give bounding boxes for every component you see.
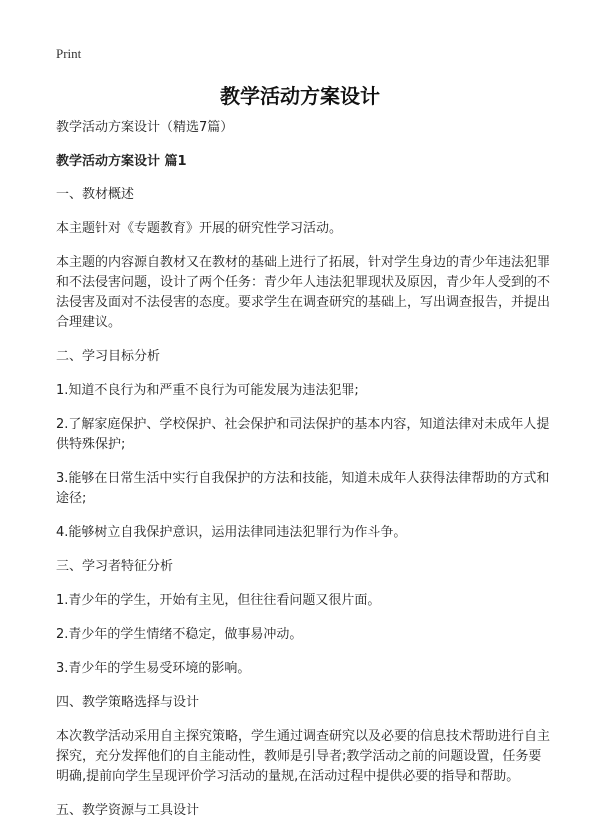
print-link[interactable]: Print <box>56 46 82 61</box>
list-item: 3.能够在日常生活中实行自我保护的方法和技能，知道未成年人获得法律帮助的方式和途径; <box>56 471 550 506</box>
list-item: 2.青少年的学生情绪不稳定，做事易冲动。 <box>56 627 303 642</box>
list-item: 3.青少年的学生易受环境的影响。 <box>56 661 251 676</box>
list-item: 2.了解家庭保护、学校保护、社会保护和司法保护的基本内容，知道法律对未成年人提供特殊保护; <box>56 417 550 452</box>
section-heading: 四、教学策略选择与设计 <box>56 695 200 710</box>
list-item: 4.能够树立自我保护意识，运用法律同违法犯罪行为作斗争。 <box>56 525 407 540</box>
paragraph: 本主题针对《专题教育》开展的研究性学习活动。 <box>56 221 343 236</box>
document-body <box>56 118 550 828</box>
section-heading: 三、学习者特征分析 <box>56 559 174 574</box>
paragraph: 本主题的内容源自教材又在教材的基础上进行了拓展，针对学生身边的青少年违法犯罪和不法侵害问题，设计了两个任务：青少年人违法犯罪现状及原因，青少年人受到的不法侵害及面对不法侵害的态度。要求学生在调查研究的基础上，写出调查报告，并提出合理建议。 <box>56 255 551 330</box>
section-title: 教学活动方案设计 篇1 <box>56 154 187 169</box>
section-heading: 五、教学资源与工具设计 <box>56 803 200 818</box>
section-heading: 一、教材概述 <box>56 187 135 202</box>
paragraph: 本次教学活动采用自主探究策略，学生通过调查研究以及必要的信息技术帮助进行自主探究，充分发挥他们的自主能动性，教师是引导者;教学活动之前的问题设置，任务要明确,提前向学生呈现评价学习活动的量规,在活动过程中提供必要的指导和帮助。 <box>56 729 551 784</box>
document-subtitle: 教学活动方案设计（精选7篇） <box>56 120 234 135</box>
document-title: 教学活动方案设计 <box>220 84 380 108</box>
list-item: 1.知道不良行为和严重不良行为可能发展为违法犯罪; <box>56 383 359 398</box>
section-heading: 二、学习目标分析 <box>56 349 161 364</box>
list-item: 1.青少年的学生，开始有主见，但往往看问题又很片面。 <box>56 593 381 608</box>
